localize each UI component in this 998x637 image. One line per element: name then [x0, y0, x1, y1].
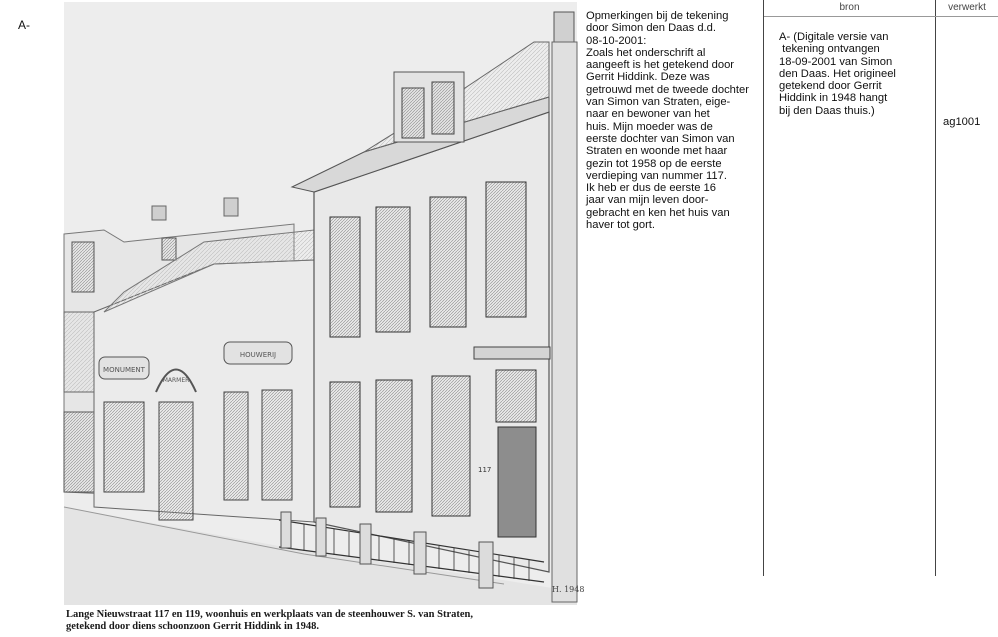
bron-line: bij den Daas thuis.) [779, 104, 875, 117]
remarks-line: Opmerkingen bij de tekening [586, 10, 729, 22]
remarks-line: getrouwd met de tweede dochter [586, 83, 749, 96]
drawing-signature: H. 1948 [552, 585, 585, 594]
sign-left: MONUMENT [103, 366, 145, 374]
table-divider-left [763, 0, 764, 576]
column-header-verwerkt: verwerkt [948, 2, 986, 13]
remarks-line: 08-10-2001: [586, 34, 647, 47]
sign-right: HOUWERIJ [239, 351, 277, 359]
bron-line: 18-09-2001 van Simon [779, 55, 893, 68]
remarks-line: door Simon den Daas d.d. [586, 22, 716, 35]
bron-line: den Daas. Het origineel [779, 67, 896, 80]
sign-mid: MARMER [162, 377, 190, 384]
remarks-line: aangeeft is het getekend door [586, 59, 735, 72]
column-header-bron: bron [839, 2, 860, 13]
bron-line: A- (Digitale versie van [779, 31, 889, 43]
page-label: A- [18, 18, 30, 32]
bron-line: getekend door Gerrit [779, 80, 882, 93]
remarks-line: haver tot gort. [586, 219, 656, 232]
remarks-line: eerste dochter van Simon van [586, 132, 735, 145]
table-header-rule [764, 16, 998, 17]
table-divider-right [935, 0, 936, 576]
door-number: 117 [478, 466, 492, 474]
remarks-line: Straten en woonde met haar [586, 145, 728, 158]
remarks-line: Ik heb er dus de eerste 16 [586, 182, 716, 195]
bron-line: tekening ontvangen [779, 43, 880, 56]
remarks-line: Zoals het onderschrift al [586, 46, 706, 59]
caption-line-2: getekend door diens schoonzoon Gerrit Hiddink in 1948. [66, 621, 320, 632]
caption-line-1: Lange Nieuwstraat 117 en 119, woonhuis en werkplaats van de steenhouwer S. van Straten, [66, 609, 474, 620]
pencil-drawing [64, 2, 585, 605]
remarks-text [586, 10, 764, 231]
street-sketch [64, 2, 585, 605]
remarks-line: huis. Mijn moeder was de [586, 120, 713, 133]
remarks-line: Gerrit Hiddink. Deze was [586, 71, 710, 84]
remarks-line: gebracht en ken het huis van [586, 206, 730, 219]
remarks-line: gezin tot 1958 op de eerste [586, 157, 722, 170]
remarks-line: verdieping van nummer 117. [586, 169, 727, 182]
bron-cell [779, 31, 929, 117]
bron-line: Hiddink in 1948 hangt [779, 92, 888, 105]
remarks-line: van Simon van Straten, eige- [586, 96, 731, 109]
drawing-caption [66, 609, 586, 633]
verwerkt-cell: ag1001 [943, 116, 981, 128]
remarks-line: naar en bewoner van het [586, 108, 710, 121]
remarks-line: jaar van mijn leven door- [586, 194, 709, 207]
